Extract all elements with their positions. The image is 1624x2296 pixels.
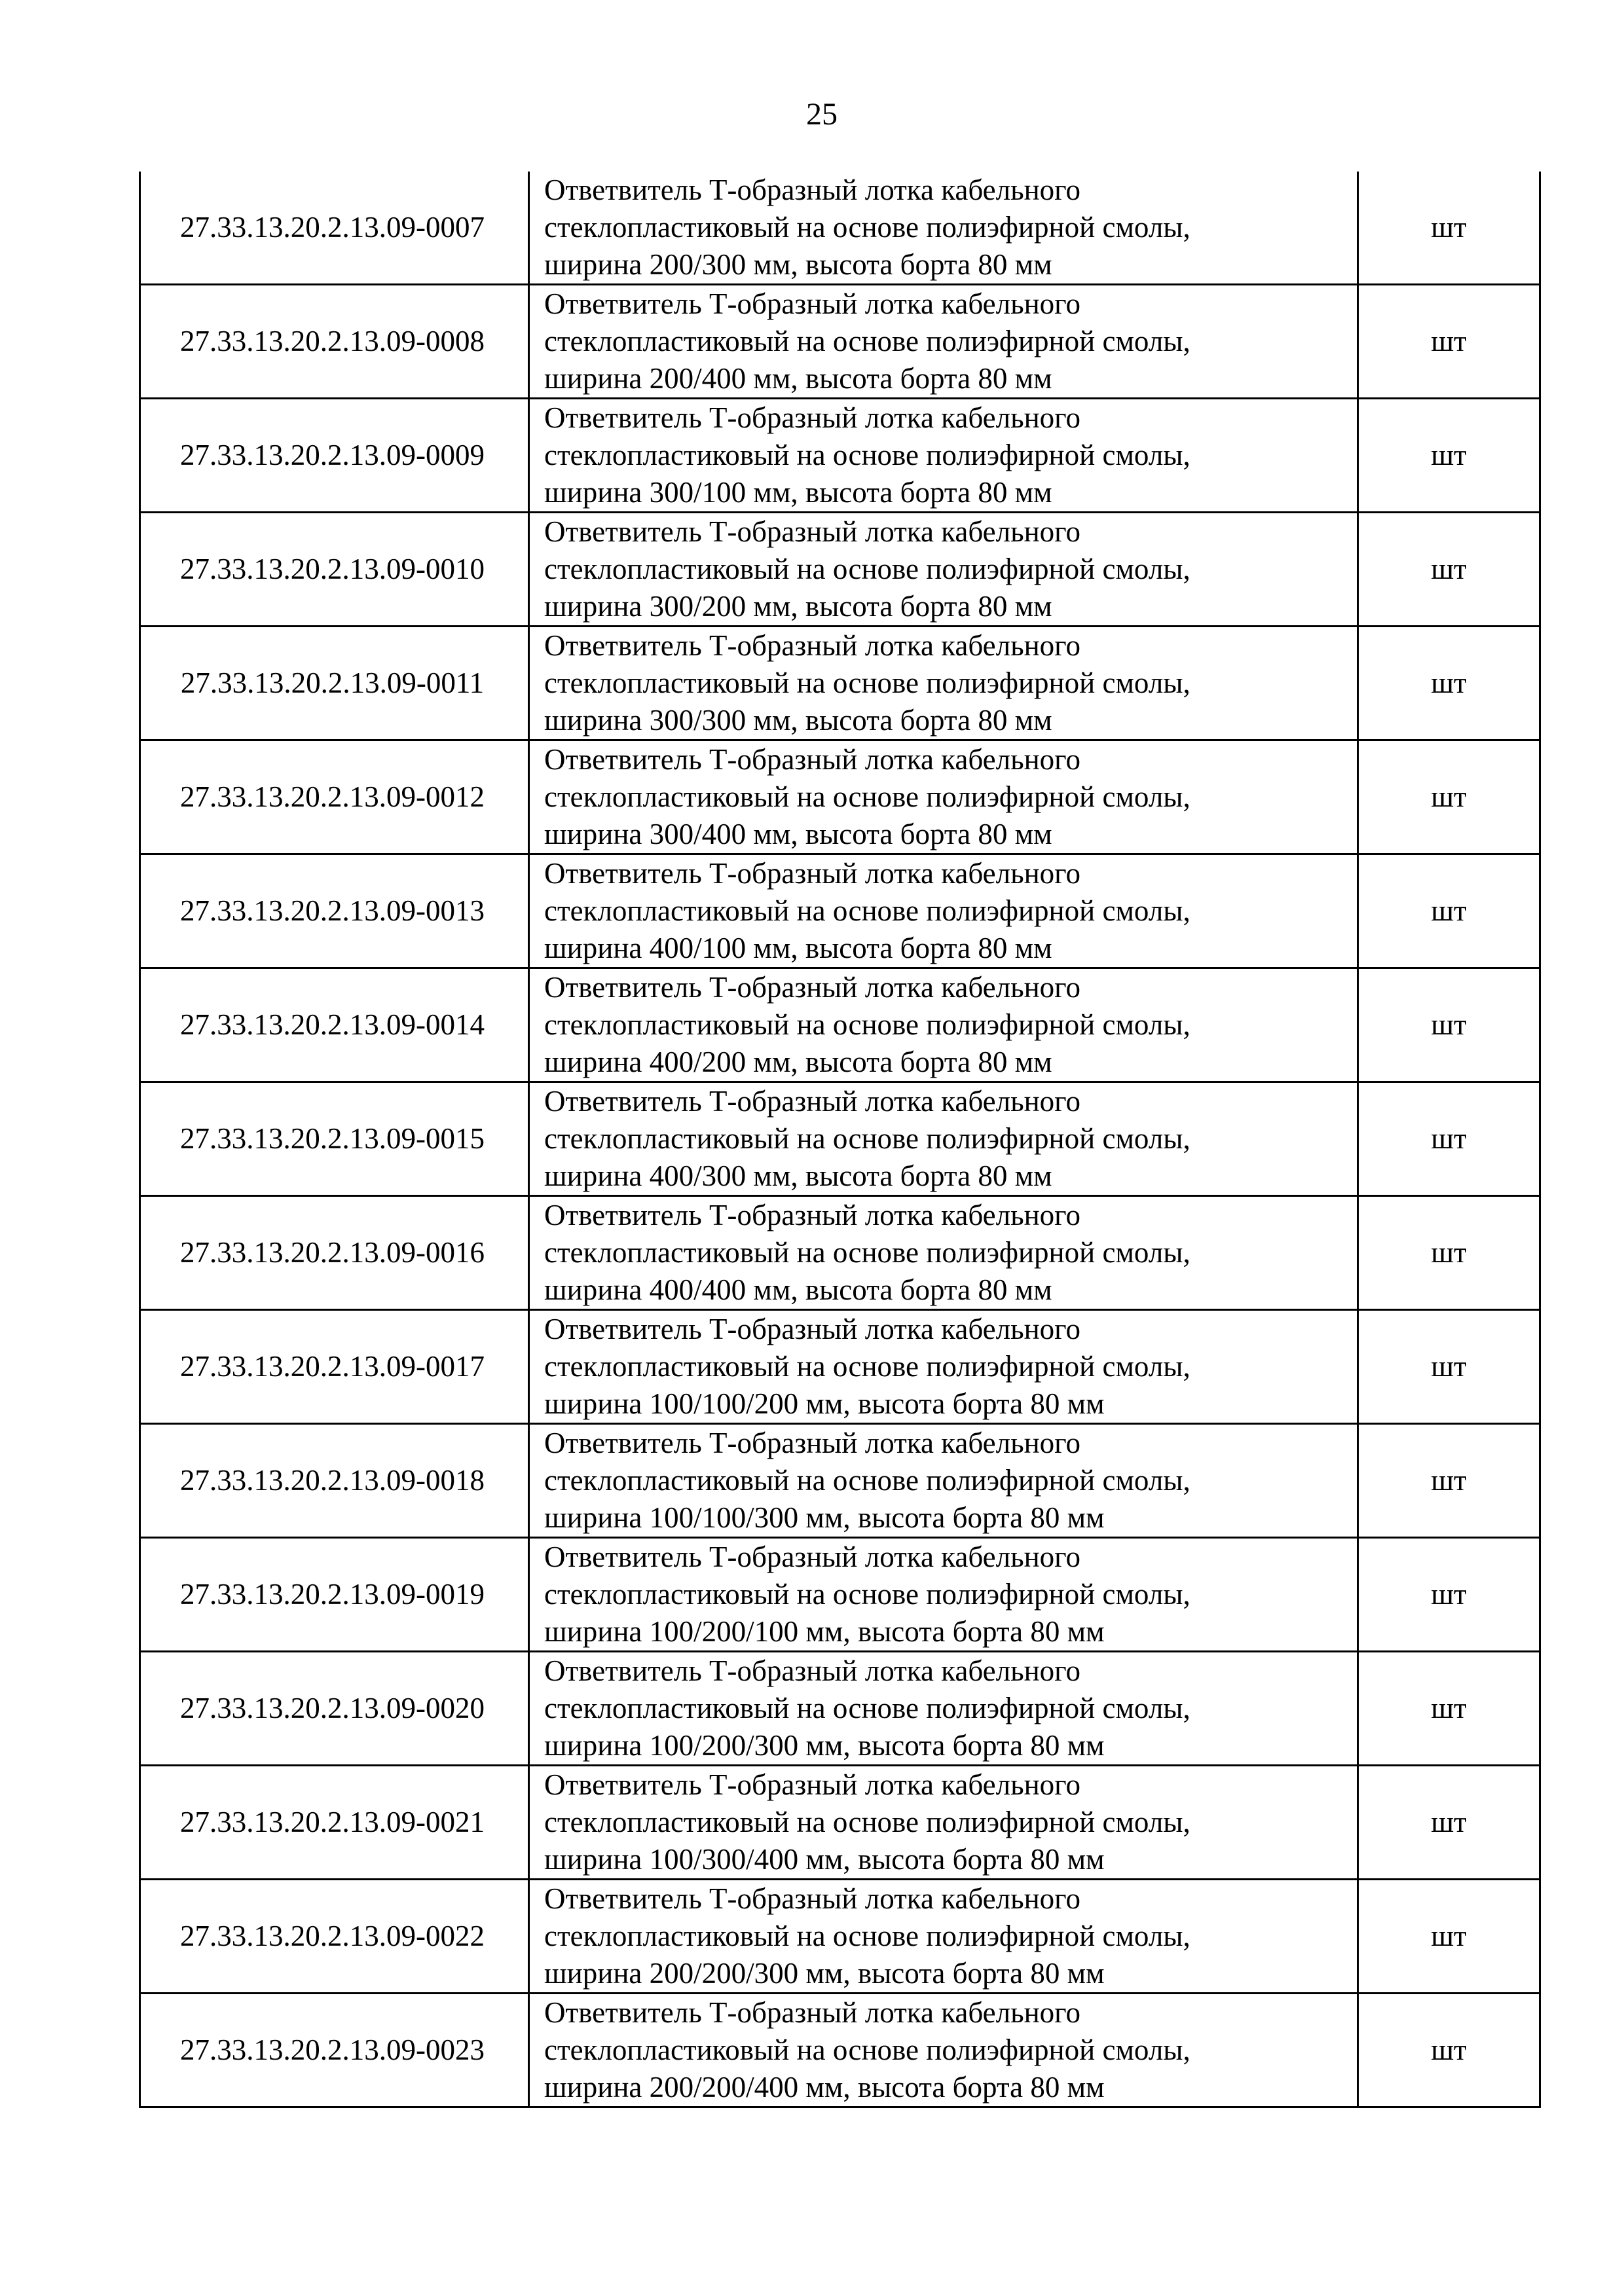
- table-row: [140, 627, 1540, 740]
- description-line: стеклопластиковый на основе полиэфирной смолы,: [544, 2033, 1190, 2066]
- unit-of-measure: шт: [1358, 1424, 1540, 1538]
- table-row: [140, 399, 1540, 513]
- description-line: стеклопластиковый на основе полиэфирной смолы,: [544, 1578, 1190, 1611]
- description-line: ширина 200/200/300 мм, высота борта 80 мм: [544, 1957, 1105, 1990]
- unit-of-measure: шт: [1358, 285, 1540, 399]
- resource-code: 27.33.13.20.2.13.09-0008: [140, 285, 529, 399]
- description-line: Ответвитель Т-образный лотка кабельного: [544, 857, 1081, 890]
- table-row: [140, 968, 1540, 1082]
- description-line: стеклопластиковый на основе полиэфирной смолы,: [544, 1692, 1190, 1724]
- resource-code: 27.33.13.20.2.13.09-0023: [140, 1994, 529, 2107]
- resource-description: [529, 285, 1358, 399]
- table-row: [140, 1766, 1540, 1880]
- resource-code: 27.33.13.20.2.13.09-0012: [140, 740, 529, 854]
- resource-code: 27.33.13.20.2.13.09-0022: [140, 1880, 529, 1994]
- unit-of-measure: шт: [1358, 1538, 1540, 1652]
- description-line: стеклопластиковый на основе полиэфирной смолы,: [544, 780, 1190, 813]
- resource-description: [529, 1310, 1358, 1424]
- resource-catalog-table: [139, 172, 1541, 2108]
- description-line: стеклопластиковый на основе полиэфирной смолы,: [544, 1236, 1190, 1269]
- resource-code: 27.33.13.20.2.13.09-0013: [140, 854, 529, 968]
- description-line: Ответвитель Т-образный лотка кабельного: [544, 173, 1081, 206]
- unit-of-measure: шт: [1358, 513, 1540, 627]
- resource-description: [529, 740, 1358, 854]
- description-line: стеклопластиковый на основе полиэфирной смолы,: [544, 666, 1190, 699]
- description-line: ширина 300/300 мм, высота борта 80 мм: [544, 704, 1052, 737]
- description-line: стеклопластиковый на основе полиэфирной смолы,: [544, 894, 1190, 927]
- resource-code: 27.33.13.20.2.13.09-0021: [140, 1766, 529, 1880]
- page-number: 25: [806, 97, 838, 132]
- unit-of-measure: шт: [1358, 399, 1540, 513]
- description-line: стеклопластиковый на основе полиэфирной смолы,: [544, 553, 1190, 585]
- unit-of-measure: шт: [1358, 1310, 1540, 1424]
- table-row: [140, 1880, 1540, 1994]
- resource-description: [529, 1082, 1358, 1196]
- resource-description: [529, 513, 1358, 627]
- unit-of-measure: шт: [1358, 1082, 1540, 1196]
- resource-description: [529, 627, 1358, 740]
- unit-of-measure: шт: [1358, 740, 1540, 854]
- description-line: стеклопластиковый на основе полиэфирной смолы,: [544, 1122, 1190, 1155]
- resource-description: [529, 1652, 1358, 1766]
- description-line: стеклопластиковый на основе полиэфирной смолы,: [544, 1008, 1190, 1041]
- resource-description: [529, 854, 1358, 968]
- description-line: Ответвитель Т-образный лотка кабельного: [544, 743, 1081, 776]
- description-line: Ответвитель Т-образный лотка кабельного: [544, 287, 1081, 320]
- table-row: [140, 513, 1540, 627]
- resource-code: 27.33.13.20.2.13.09-0017: [140, 1310, 529, 1424]
- description-line: Ответвитель Т-образный лотка кабельного: [544, 515, 1081, 548]
- unit-of-measure: шт: [1358, 968, 1540, 1082]
- table-row: [140, 1082, 1540, 1196]
- description-line: ширина 300/200 мм, высота борта 80 мм: [544, 590, 1052, 623]
- resource-code: 27.33.13.20.2.13.09-0020: [140, 1652, 529, 1766]
- description-line: стеклопластиковый на основе полиэфирной смолы,: [544, 1806, 1190, 1838]
- description-line: ширина 400/400 мм, высота борта 80 мм: [544, 1273, 1052, 1306]
- description-line: ширина 300/400 мм, высота борта 80 мм: [544, 818, 1052, 850]
- table-row: [140, 1538, 1540, 1652]
- unit-of-measure: шт: [1358, 172, 1540, 285]
- resource-code: 27.33.13.20.2.13.09-0007: [140, 172, 529, 285]
- unit-of-measure: шт: [1358, 854, 1540, 968]
- description-line: ширина 400/200 мм, высота борта 80 мм: [544, 1046, 1052, 1078]
- table-row: [140, 854, 1540, 968]
- resource-code: 27.33.13.20.2.13.09-0016: [140, 1196, 529, 1310]
- description-line: ширина 100/200/100 мм, высота борта 80 мм: [544, 1615, 1105, 1648]
- resource-code: 27.33.13.20.2.13.09-0009: [140, 399, 529, 513]
- description-line: стеклопластиковый на основе полиэфирной смолы,: [544, 1464, 1190, 1497]
- table-row: [140, 1310, 1540, 1424]
- description-line: ширина 200/400 мм, высота борта 80 мм: [544, 362, 1052, 395]
- resource-description: [529, 1424, 1358, 1538]
- description-line: Ответвитель Т-образный лотка кабельного: [544, 1199, 1081, 1231]
- description-line: стеклопластиковый на основе полиэфирной смолы,: [544, 1350, 1190, 1383]
- description-line: ширина 100/300/400 мм, высота борта 80 мм: [544, 1843, 1105, 1876]
- description-line: Ответвитель Т-образный лотка кабельного: [544, 401, 1081, 434]
- description-line: стеклопластиковый на основе полиэфирной смолы,: [544, 439, 1190, 471]
- resource-description: [529, 1196, 1358, 1310]
- description-line: стеклопластиковый на основе полиэфирной смолы,: [544, 325, 1190, 357]
- resource-description: [529, 1766, 1358, 1880]
- unit-of-measure: шт: [1358, 1994, 1540, 2107]
- description-line: Ответвитель Т-образный лотка кабельного: [544, 629, 1081, 662]
- description-line: Ответвитель Т-образный лотка кабельного: [544, 1768, 1081, 1801]
- resource-description: [529, 399, 1358, 513]
- resource-description: [529, 1538, 1358, 1652]
- table-row: [140, 740, 1540, 854]
- table-row: [140, 1994, 1540, 2107]
- table-row: [140, 172, 1540, 285]
- resource-code: 27.33.13.20.2.13.09-0015: [140, 1082, 529, 1196]
- resource-code: 27.33.13.20.2.13.09-0011: [140, 627, 529, 740]
- description-line: ширина 100/100/300 мм, высота борта 80 мм: [544, 1501, 1105, 1534]
- description-line: Ответвитель Т-образный лотка кабельного: [544, 1882, 1081, 1915]
- description-line: Ответвитель Т-образный лотка кабельного: [544, 971, 1081, 1004]
- table-row: [140, 1196, 1540, 1310]
- table-row: [140, 1424, 1540, 1538]
- resource-description: [529, 968, 1358, 1082]
- description-line: стеклопластиковый на основе полиэфирной смолы,: [544, 1920, 1190, 1952]
- table-row: [140, 285, 1540, 399]
- resource-code: 27.33.13.20.2.13.09-0018: [140, 1424, 529, 1538]
- description-line: Ответвитель Т-образный лотка кабельного: [544, 1085, 1081, 1118]
- description-line: ширина 300/100 мм, высота борта 80 мм: [544, 476, 1052, 509]
- resource-code: 27.33.13.20.2.13.09-0010: [140, 513, 529, 627]
- resource-description: [529, 1880, 1358, 1994]
- description-line: ширина 100/100/200 мм, высота борта 80 мм: [544, 1387, 1105, 1420]
- description-line: ширина 200/300 мм, высота борта 80 мм: [544, 248, 1052, 281]
- unit-of-measure: шт: [1358, 1880, 1540, 1994]
- unit-of-measure: шт: [1358, 1196, 1540, 1310]
- unit-of-measure: шт: [1358, 1652, 1540, 1766]
- description-line: Ответвитель Т-образный лотка кабельного: [544, 1313, 1081, 1345]
- description-line: Ответвитель Т-образный лотка кабельного: [544, 1540, 1081, 1573]
- description-line: стеклопластиковый на основе полиэфирной смолы,: [544, 211, 1190, 244]
- description-line: ширина 100/200/300 мм, высота борта 80 мм: [544, 1729, 1105, 1762]
- description-line: Ответвитель Т-образный лотка кабельного: [544, 1996, 1081, 2029]
- table-row: [140, 1652, 1540, 1766]
- unit-of-measure: шт: [1358, 627, 1540, 740]
- description-line: ширина 400/300 мм, высота борта 80 мм: [544, 1159, 1052, 1192]
- resource-description: [529, 1994, 1358, 2107]
- resource-description: [529, 172, 1358, 285]
- description-line: Ответвитель Т-образный лотка кабельного: [544, 1654, 1081, 1687]
- description-line: ширина 400/100 мм, высота борта 80 мм: [544, 932, 1052, 964]
- resource-code: 27.33.13.20.2.13.09-0019: [140, 1538, 529, 1652]
- unit-of-measure: шт: [1358, 1766, 1540, 1880]
- resource-code: 27.33.13.20.2.13.09-0014: [140, 968, 529, 1082]
- description-line: ширина 200/200/400 мм, высота борта 80 мм: [544, 2071, 1105, 2104]
- description-line: Ответвитель Т-образный лотка кабельного: [544, 1427, 1081, 1459]
